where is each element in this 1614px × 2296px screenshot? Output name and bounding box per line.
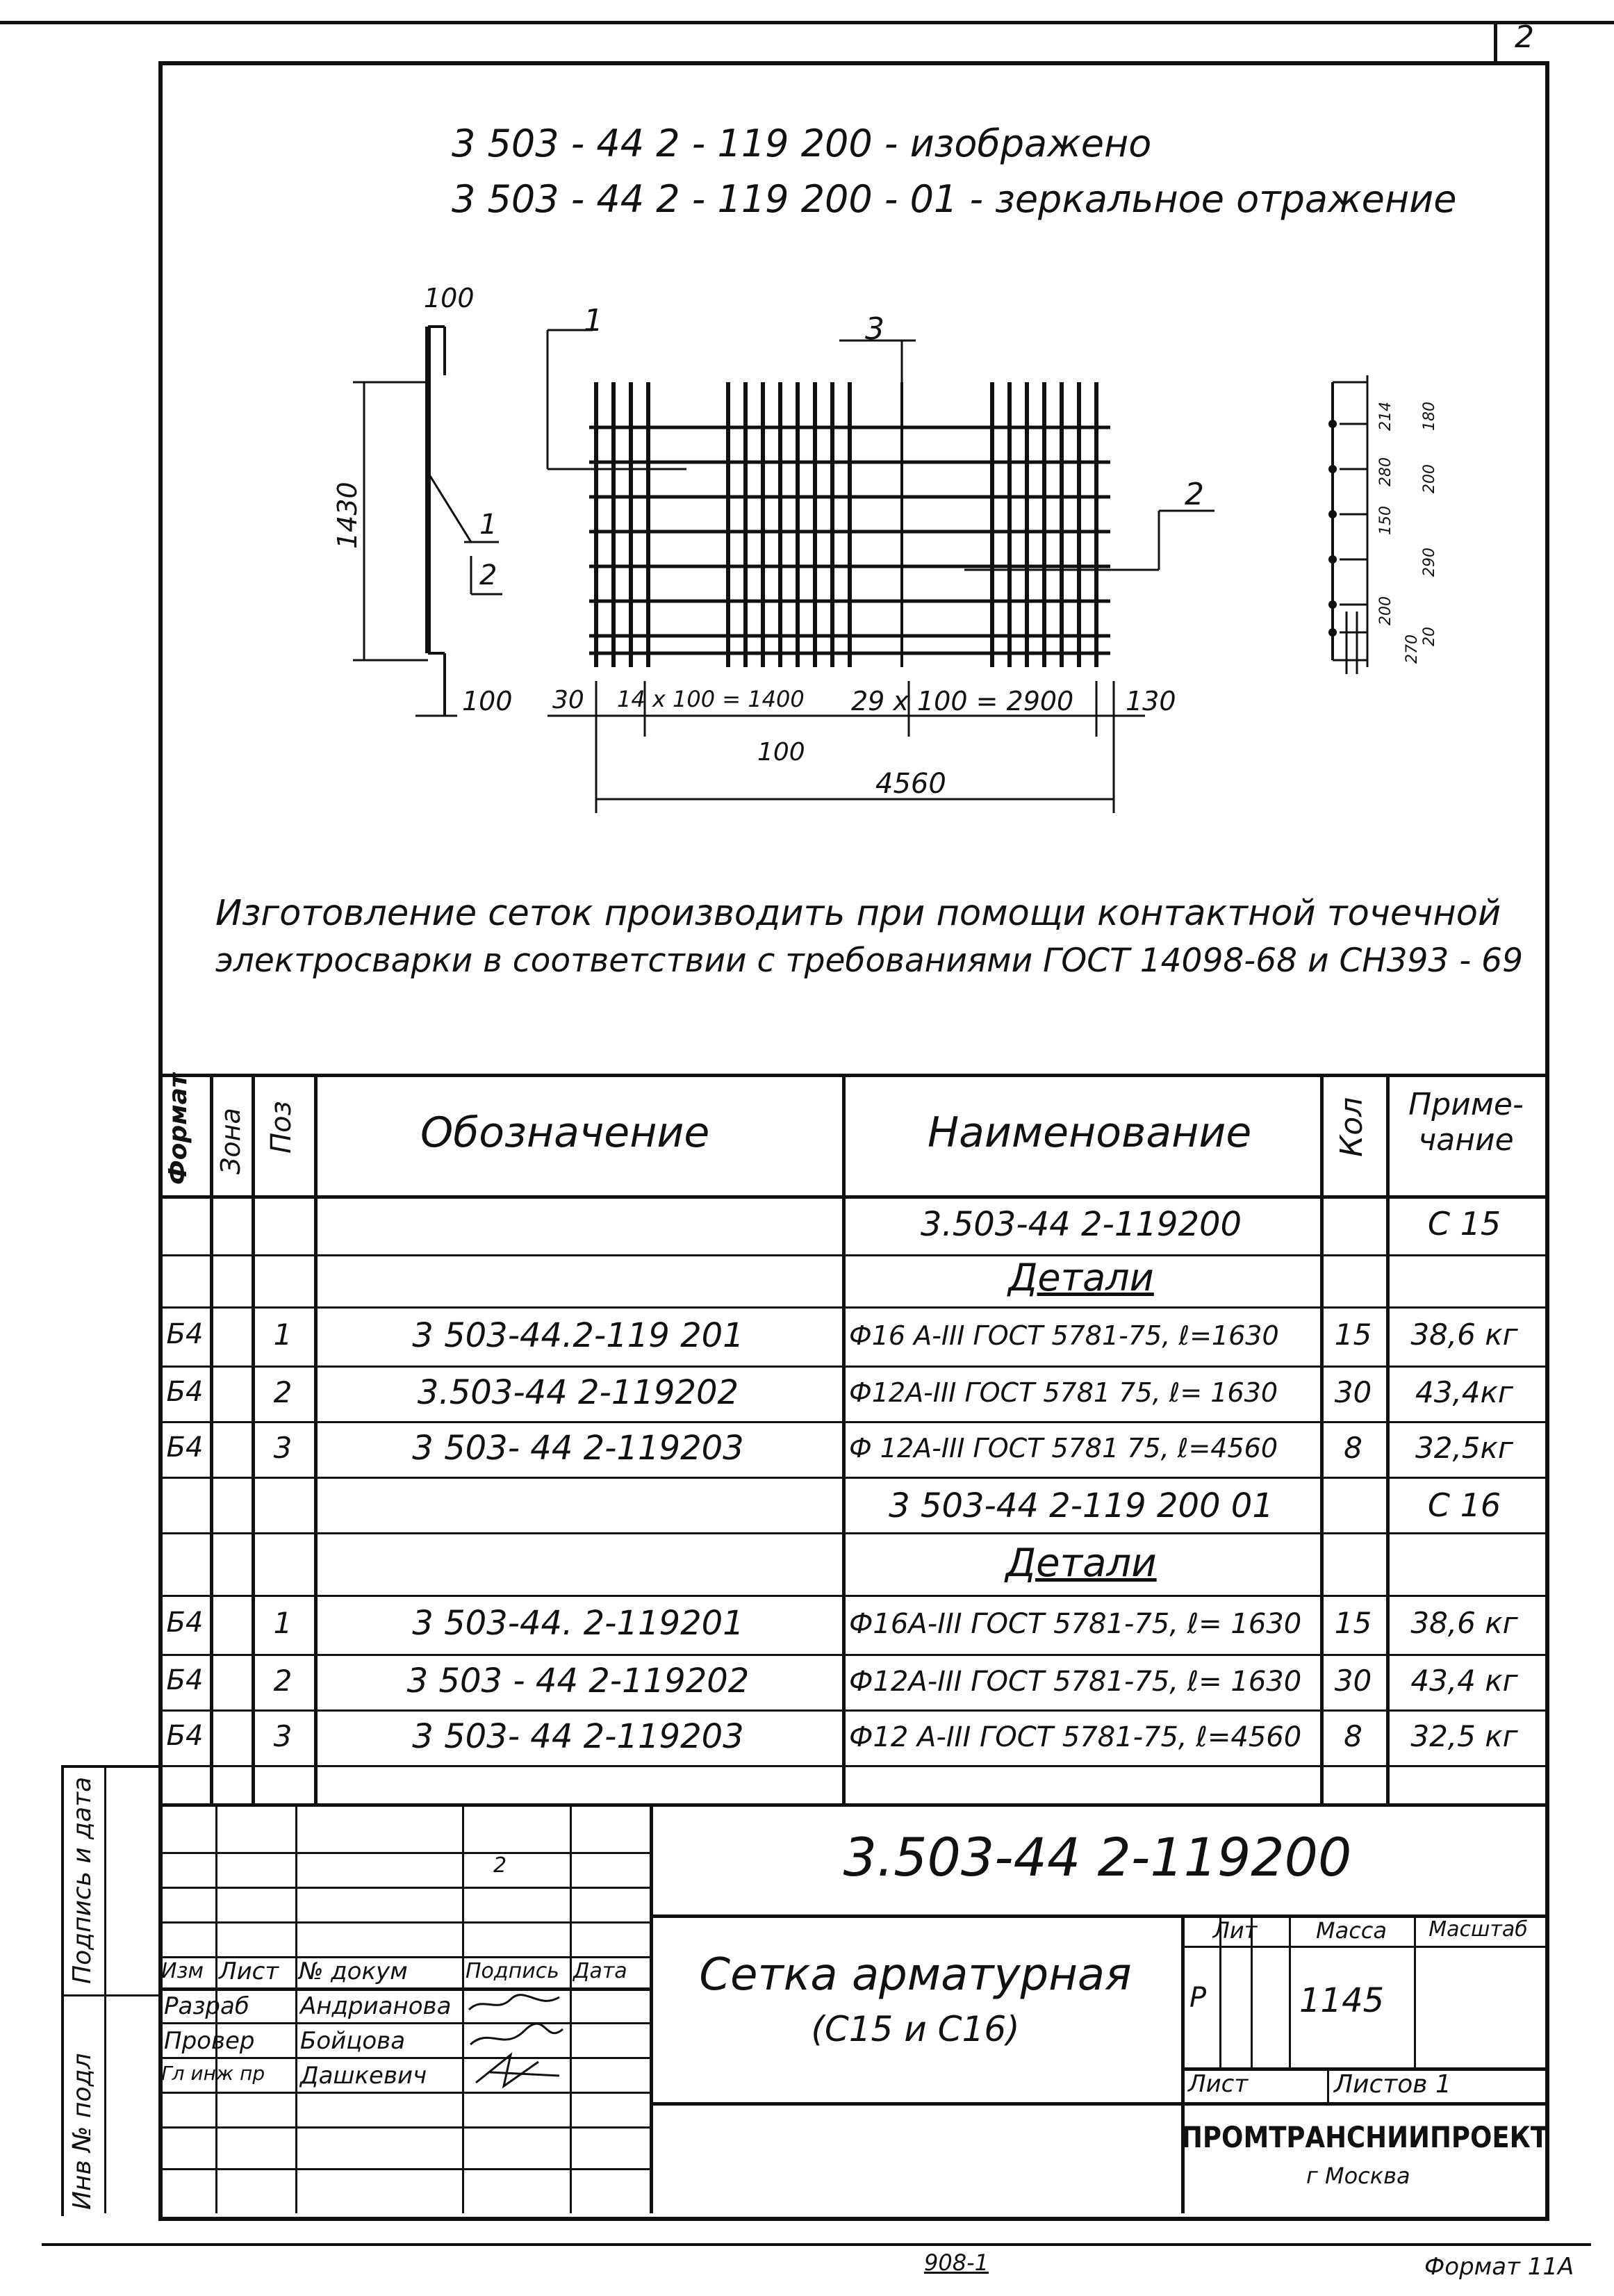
row-8-qty: 15 [1334,1606,1372,1640]
header-line-1: 3 503 - 44 2 - 119 200 - изображено [452,122,1152,165]
row-4-qty: 30 [1334,1375,1372,1409]
row-6-note: C 16 [1427,1486,1501,1524]
header-format: Формат [164,1073,192,1185]
header-note: Приме- чание [1408,1087,1524,1158]
row-1-note: C 15 [1427,1205,1501,1243]
table-header-bottom [158,1195,1545,1199]
row-8-name: Ф16А-III ГОСТ 5781-75, ℓ= 1630 [849,1608,1302,1640]
dim-4560: 4560 [875,768,946,800]
side-dim-7: 200 [1421,464,1438,493]
signatures [462,1989,570,2097]
col-doc: № докум [299,1958,408,1985]
sheet-label: Лист [1188,2070,1249,2098]
role-developer: Разраб [164,1992,249,2020]
row-9-note: 43,4 кг [1410,1664,1518,1698]
header-name: Наименование [928,1108,1252,1157]
row-4-format: Б4 [166,1376,204,1408]
row-3-pos: 1 [273,1318,293,1352]
pos-label-1-top: 1 [584,303,603,338]
col-list: Лист [219,1958,279,1985]
dim-left-bottom: 100 [462,686,513,716]
side-dim-3: 150 [1377,506,1394,535]
manufacturing-note-line-2: электросварки в соответствии с требованиями ГОСТ 14098-68 и СН393 - 69 [215,942,1523,980]
dim-29x100: 29 x 100 = 2900 [851,686,1074,716]
title-block-top [158,1803,1545,1807]
dim-14x100: 14 x 100 = 1400 [617,686,805,712]
row-5-pos: 3 [273,1431,293,1465]
sheets-label: Листов 1 [1334,2070,1451,2099]
scale-label: Масштаб [1428,1917,1528,1942]
corner-box [1494,21,1546,61]
pos-label-2-right: 2 [1185,477,1204,512]
header-pos: Поз [265,1101,297,1154]
bottom-edge-line [42,2243,1591,2246]
row-3-format: Б4 [166,1318,204,1350]
row-3-designation: 3 503-44.2-119 201 [412,1316,744,1355]
role-checker: Провер [164,2027,255,2055]
margin-inv-no: Инв № подл [68,2053,97,2210]
doc-number: 3.503-44 2-119200 [843,1826,1352,1888]
footer-center: 908-1 [924,2249,989,2276]
row-9-qty: 30 [1334,1664,1372,1698]
dim-left-side: 1430 [332,482,363,549]
side-dim-9: 20 [1421,627,1438,646]
row-6-name: 3 503-44 2-119 200 01 [889,1486,1274,1525]
row-5-format: Б4 [166,1432,204,1463]
side-dim-4: 200 [1377,596,1394,625]
col-sign: Подпись [466,1959,559,1983]
row-10-note: 32,5 кг [1410,1719,1518,1753]
row-10-designation: 3 503- 44 2-119203 [412,1717,744,1756]
side-dim-2: 280 [1377,457,1394,486]
pos-label-2-left: 2 [479,559,497,591]
sheet-corner-number: 2 [1515,19,1534,55]
role-chief-engineer: Гл инж пр [161,2062,265,2085]
row-10-qty: 8 [1344,1719,1362,1753]
row-5-designation: 3 503- 44 2-119203 [412,1429,744,1468]
row-3-qty: 15 [1334,1318,1372,1352]
organization-name: ПРОМТРАНСНИИПРОЕКТ [1181,2120,1549,2154]
row-8-designation: 3 503-44. 2-119201 [412,1604,744,1643]
drawing-title-line-1: Сетка арматурная [699,1949,1132,2001]
footer-format: Формат 11А [1424,2253,1574,2281]
side-dim-1: 214 [1377,402,1394,431]
dim-left-top: 100 [424,283,475,313]
row-5-qty: 8 [1344,1431,1362,1465]
margin-sign-date: Подпись и дата [68,1776,97,1984]
side-dim-5: 270 [1403,634,1421,664]
row-9-designation: 3 503 - 44 2-119202 [406,1662,750,1700]
header-zone: Зона [215,1108,246,1174]
row-8-format: Б4 [166,1607,204,1639]
row-2-name: Детали [1008,1256,1154,1299]
row-5-note: 32,5кг [1415,1431,1513,1465]
row-10-pos: 3 [273,1719,293,1753]
dim-130: 130 [1126,686,1176,716]
title-small-mark: 2 [493,1853,507,1878]
pos-label-3-top: 3 [865,311,884,347]
lit-label: Лит [1212,1917,1258,1944]
organization-city: г Москва [1306,2163,1410,2189]
row-5-name: Ф 12А-III ГОСТ 5781 75, ℓ=4560 [849,1433,1278,1463]
pos-label-1-left: 1 [479,509,497,541]
row-8-pos: 1 [273,1606,293,1640]
col-izm: Изм [161,1959,204,1983]
row-8-note: 38,6 кг [1410,1606,1518,1640]
drawing-title-line-2: (C15 и C16) [811,2009,1020,2049]
row-9-format: Б4 [166,1664,204,1696]
name-chief-engineer: Дашкевич [300,2062,427,2090]
header-qty: Кол [1334,1097,1369,1157]
row-4-note: 43,4кг [1415,1375,1513,1409]
name-developer: Андрианова [300,1992,452,2020]
row-9-name: Ф12А-III ГОСТ 5781-75, ℓ= 1630 [849,1666,1302,1698]
side-dim-8: 290 [1421,548,1438,577]
header-line-2: 3 503 - 44 2 - 119 200 - 01 - зеркальное отражение [452,177,1457,221]
lit-value: Р [1189,1982,1207,2014]
row-3-note: 38,6 кг [1410,1318,1518,1352]
side-dim-6: 180 [1421,402,1438,431]
row-4-pos: 2 [273,1375,293,1409]
top-edge-line [0,21,1614,24]
row-7-name: Детали [1005,1541,1157,1586]
row-9-pos: 2 [273,1664,293,1698]
row-3-name: Ф16 А-III ГОСТ 5781-75, ℓ=1630 [849,1320,1279,1351]
row-4-designation: 3.503-44 2-119202 [417,1373,739,1412]
row-4-name: Ф12А-III ГОСТ 5781 75, ℓ= 1630 [849,1377,1278,1408]
row-10-format: Б4 [166,1720,204,1752]
row-10-name: Ф12 А-III ГОСТ 5781-75, ℓ=4560 [849,1721,1302,1753]
name-checker: Бойцова [300,2027,406,2055]
reinforcement-mesh-drawing [158,264,1541,848]
mass-label: Масса [1315,1917,1387,1944]
manufacturing-note-line-1: Изготовление сеток производить при помощи контактной точечной [215,893,1501,934]
col-date: Дата [573,1959,627,1983]
table-top-border [158,1074,1545,1077]
dim-100: 100 [757,738,805,766]
header-designation: Обозначение [420,1108,710,1157]
dim-30: 30 [552,686,584,714]
row-1-name: 3.503-44 2-119200 [920,1205,1242,1244]
mass-value: 1145 [1299,1981,1385,2020]
